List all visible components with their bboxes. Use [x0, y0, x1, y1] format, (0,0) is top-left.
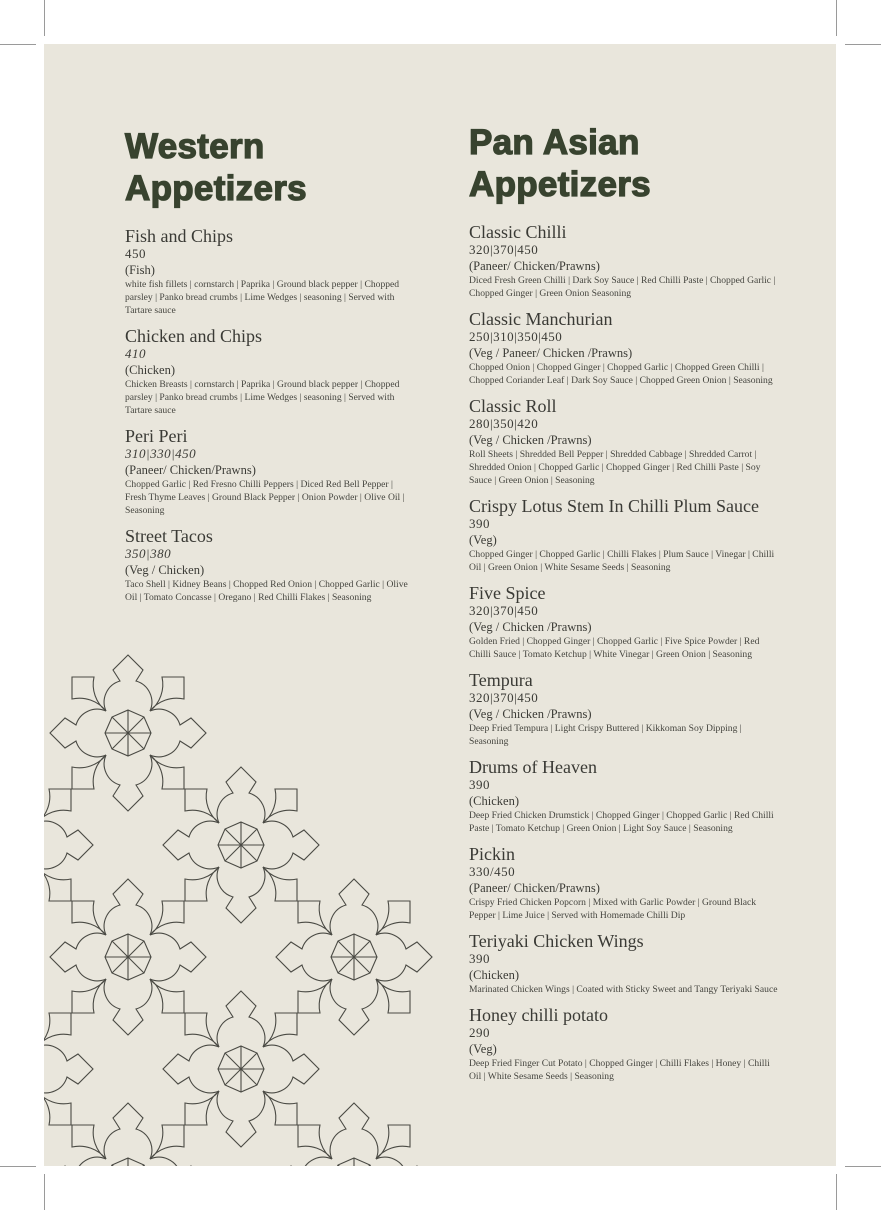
item-description: Roll Sheets | Shredded Bell Pepper | Shredded Cabbage | Shredded Carrot | Shredded Onion | Chopped Garlic | Chopped Ginger | Red Chilli Paste | Soy Sauce | Green Onion | Seasoning [469, 449, 761, 486]
item-name: Teriyaki Chicken Wings [469, 931, 644, 951]
title-line: Western [125, 127, 265, 166]
menu-item [469, 309, 779, 387]
item-description: Deep Fried Tempura | Light Crispy Buttered | Kikkoman Soy Dipping | Seasoning [469, 723, 742, 747]
item-category: (Paneer/ Chicken/Prawns) [125, 463, 256, 477]
item-description: Chopped Garlic | Red Fresno Chilli Peppers | Diced Red Bell Pepper | Fresh Thyme Leaves | Ground Black Pepper | Onion Powder | Olive Oil | Seasoning [125, 479, 405, 516]
item-price: 320|370|450 [469, 603, 539, 618]
crop-mark [0, 1166, 36, 1167]
item-category: (Paneer/ Chicken/Prawns) [469, 259, 600, 273]
item-name: Drums of Heaven [469, 757, 597, 777]
title-line: Appetizers [125, 169, 307, 208]
menu-item [469, 1005, 779, 1083]
title-line: Appetizers [469, 165, 651, 204]
item-category: (Veg / Chicken /Prawns) [469, 433, 592, 447]
item-name: Classic Roll [469, 396, 557, 416]
item-description: Chopped Onion | Chopped Ginger | Chopped Garlic | Chopped Green Chilli | Chopped Coriander Leaf | Dark Soy Sauce | Chopped Green Onion | Seasoning [469, 362, 773, 386]
item-category: (Veg / Paneer/ Chicken /Prawns) [469, 346, 633, 360]
item-name: Fish and Chips [125, 226, 234, 246]
item-description: Deep Fried Chicken Drumstick | Chopped Ginger | Chopped Garlic | Red Chilli Paste | Tomato Ketchup | Green Onion | Light Soy Sauce | Seasoning [469, 810, 774, 834]
geometric-lattice-pattern-icon [44, 644, 444, 1166]
menu-item [469, 396, 779, 487]
item-description: white fish fillets | cornstarch | Paprika | Ground black pepper | Chopped parsley | Panko bread crumbs | Lime Wedges | seasoning | Served with Tartare sauce [125, 279, 400, 316]
item-description: Taco Shell | Kidney Beans | Chopped Red Onion | Chopped Garlic | Olive Oil | Tomato Concasse | Oregano | Red Chilli Flakes | Seasoning [125, 579, 408, 603]
item-price: 280|350|420 [469, 416, 539, 431]
item-category: (Veg) [469, 533, 497, 547]
item-price: 330/450 [469, 864, 516, 879]
menu-item [125, 326, 415, 417]
item-price: 450 [125, 246, 146, 261]
item-description: Crispy Fried Chicken Popcorn | Mixed with Garlic Powder | Ground Black Pepper | Lime Juice | Served with Homemade Chilli Dip [469, 897, 757, 921]
item-category: (Fish) [125, 263, 155, 277]
menu-item [469, 757, 779, 835]
item-name: Street Tacos [125, 526, 213, 546]
item-price: 310|330|450 [125, 446, 197, 461]
item-category: (Veg / Chicken) [125, 563, 205, 577]
item-name: Tempura [469, 670, 533, 690]
item-category: (Veg) [469, 1042, 497, 1056]
item-name: Peri Peri [125, 426, 188, 446]
menu-item [125, 426, 415, 517]
section-title [125, 126, 415, 210]
menu-item [469, 496, 779, 574]
item-category: (Chicken) [125, 363, 175, 377]
crop-mark [44, 0, 45, 36]
menu-item [469, 222, 779, 300]
menu-item [469, 931, 779, 996]
menu-item [469, 583, 779, 661]
item-name: Crispy Lotus Stem In Chilli Plum Sauce [469, 496, 760, 516]
item-category: (Chicken) [469, 794, 519, 808]
title-line: Pan Asian [469, 123, 640, 162]
item-price: 390 [469, 777, 490, 792]
crop-mark [44, 1174, 45, 1210]
menu-page [44, 44, 836, 1166]
item-category: (Veg / Chicken /Prawns) [469, 707, 592, 721]
item-price: 410 [125, 346, 146, 361]
item-price: 390 [469, 951, 490, 966]
crop-mark [836, 1174, 837, 1210]
item-price: 250|310|350|450 [469, 329, 563, 344]
crop-mark [836, 0, 837, 36]
item-description: Deep Fried Finger Cut Potato | Chopped Ginger | Chilli Flakes | Honey | Chilli Oil | White Sesame Seeds | Seasoning [469, 1058, 770, 1082]
item-price: 320|370|450 [469, 690, 539, 705]
item-price: 390 [469, 516, 490, 531]
menu-item [469, 844, 779, 922]
crop-mark [845, 1166, 881, 1167]
item-price: 320|370|450 [469, 242, 539, 257]
item-description: Chicken Breasts | cornstarch | Paprika | Ground black pepper | Chopped parsley | Panko bread crumbs | Lime Wedges | seasoning | Served with Tartare sauce [125, 379, 400, 416]
western-appetizers-section [125, 126, 415, 613]
item-price: 290 [469, 1025, 490, 1040]
item-description: Diced Fresh Green Chilli | Dark Soy Sauce | Red Chilli Paste | Chopped Garlic | Chopped Ginger | Green Onion Seasoning [469, 275, 776, 299]
item-name: Classic Chilli [469, 222, 567, 242]
item-name: Honey chilli potato [469, 1005, 608, 1025]
item-name: Chicken and Chips [125, 326, 262, 346]
item-category: (Chicken) [469, 968, 519, 982]
pan-asian-appetizers-section [469, 122, 779, 1092]
item-description: Chopped Ginger | Chopped Garlic | Chilli Flakes | Plum Sauce | Vinegar | Chilli Oil | Green Onion | White Sesame Seeds | Seasoning [469, 549, 775, 573]
section-title [469, 122, 779, 206]
item-category: (Paneer/ Chicken/Prawns) [469, 881, 600, 895]
item-name: Five Spice [469, 583, 546, 603]
crop-mark [0, 44, 36, 45]
item-description: Golden Fried | Chopped Ginger | Chopped Garlic | Five Spice Powder | Red Chilli Sauce | Tomato Ketchup | White Vinegar | Green Onion | Seasoning [469, 636, 760, 660]
menu-item [469, 670, 779, 748]
item-name: Classic Manchurian [469, 309, 613, 329]
crop-mark [845, 44, 881, 45]
item-category: (Veg / Chicken /Prawns) [469, 620, 592, 634]
menu-item [125, 226, 415, 317]
item-price: 350|380 [125, 546, 172, 561]
item-name: Pickin [469, 844, 516, 864]
item-description: Marinated Chicken Wings | Coated with Sticky Sweet and Tangy Teriyaki Sauce [469, 984, 778, 995]
menu-item [125, 526, 415, 604]
